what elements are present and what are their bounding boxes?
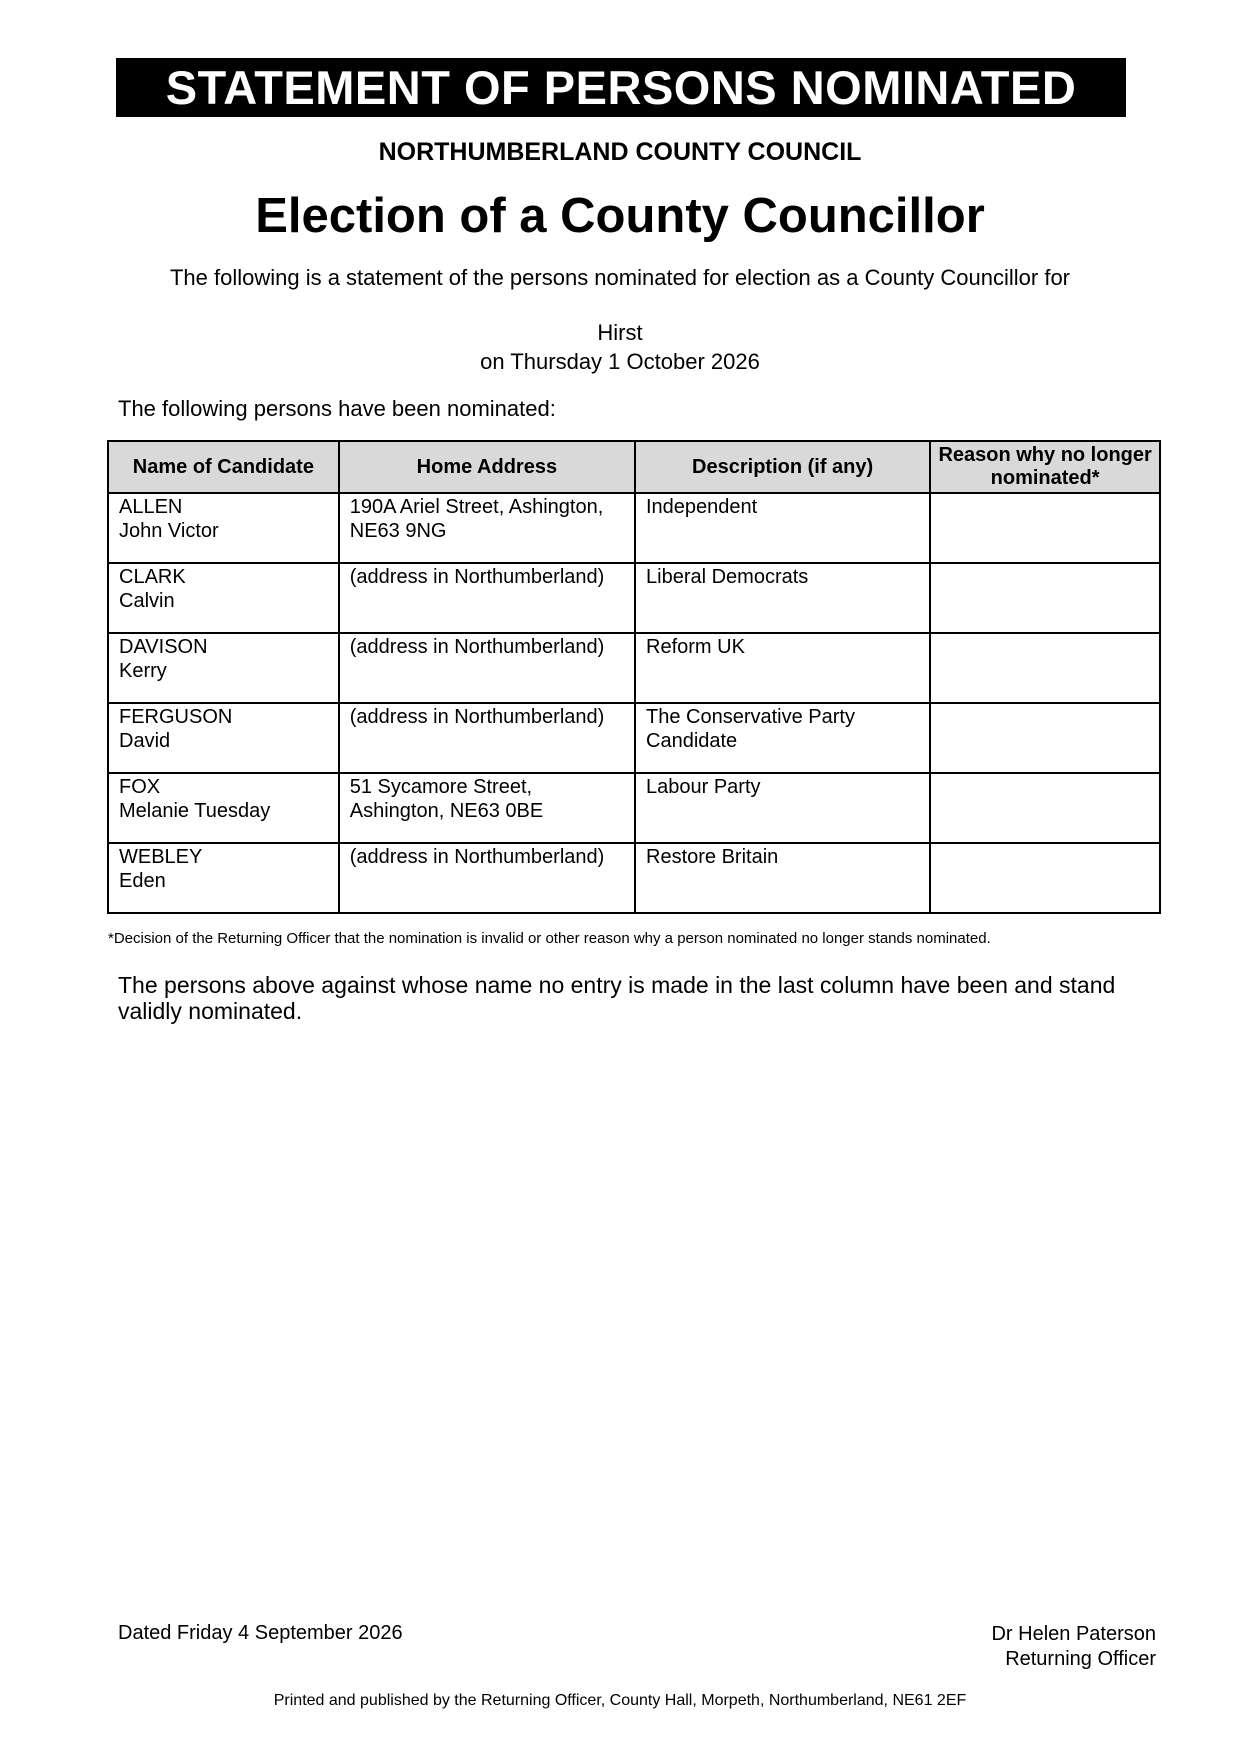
candidate-address-line: (address in Northumberland) (349, 846, 605, 868)
candidate-forenames: Calvin (119, 590, 175, 612)
table-row (108, 773, 1160, 843)
column-header-name: Name of Candidate (108, 441, 339, 493)
candidate-forenames: Eden (119, 870, 166, 892)
candidate-address-line: (address in Northumberland) (349, 566, 605, 588)
candidate-description-cell (635, 633, 930, 703)
column-header-description: Description (if any) (635, 441, 930, 493)
candidate-address-line: (address in Northumberland) (349, 706, 605, 728)
candidate-description-line: Labour Party (646, 776, 761, 798)
candidate-address-line: Ashington, NE63 0BE (349, 800, 544, 822)
table-row (108, 563, 1160, 633)
candidate-surname: ALLEN (119, 496, 183, 518)
candidate-forenames: Kerry (119, 660, 167, 682)
candidate-name-cell (108, 633, 339, 703)
candidate-description-line: Liberal Democrats (646, 566, 809, 588)
candidate-address-cell (339, 773, 635, 843)
candidate-surname: FOX (119, 776, 161, 798)
candidate-address-line: (address in Northumberland) (349, 636, 605, 658)
footnote: *Decision of the Returning Officer that the nomination is invalid or other reason why a person nominated no longer stands nominated. (108, 930, 991, 947)
table-header-row (108, 441, 1160, 493)
candidate-name-cell (108, 703, 339, 773)
valid-nomination-statement: The persons above against whose name no entry is made in the last column have been and stand validly nominated. (118, 972, 1116, 1024)
column-header-address: Home Address (339, 441, 635, 493)
candidate-surname: DAVISON (119, 636, 208, 658)
officer-name: Dr Helen Paterson (991, 1623, 1156, 1645)
candidate-address-cell (339, 493, 635, 563)
ward-name: Hirst (597, 320, 643, 345)
candidate-reason-cell (930, 493, 1160, 563)
table-row (108, 843, 1160, 913)
candidate-description-line: Restore Britain (646, 846, 779, 868)
candidate-name-cell (108, 843, 339, 913)
candidate-address-cell (339, 843, 635, 913)
candidate-reason-cell (930, 773, 1160, 843)
candidate-description-cell (635, 843, 930, 913)
notice-banner: STATEMENT OF PERSONS NOMINATED (116, 58, 1126, 117)
table-row (108, 493, 1160, 563)
returning-officer-block (991, 1622, 1156, 1672)
candidate-forenames: Melanie Tuesday (119, 800, 271, 822)
statement-intro: The following is a statement of the persons nominated for election as a County Councillor for (169, 265, 1071, 290)
candidate-reason-cell (930, 843, 1160, 913)
candidate-address-cell (339, 633, 635, 703)
candidate-description-cell (635, 493, 930, 563)
table-row (108, 633, 1160, 703)
candidate-surname: FERGUSON (119, 706, 233, 728)
candidate-surname: WEBLEY (119, 846, 203, 868)
candidate-description-line: Reform UK (646, 636, 745, 658)
candidate-address-line: 190A Ariel Street, Ashington, (349, 496, 604, 518)
candidates-table (107, 440, 1161, 914)
candidate-description-cell (635, 773, 930, 843)
candidate-name-cell (108, 493, 339, 563)
candidate-forenames: David (119, 730, 171, 752)
candidate-reason-cell (930, 633, 1160, 703)
candidate-name-cell (108, 563, 339, 633)
council-name: NORTHUMBERLAND COUNTY COUNCIL (378, 138, 862, 166)
officer-title: Returning Officer (1005, 1648, 1156, 1670)
candidate-description-line: Independent (646, 496, 758, 518)
imprint: Printed and published by the Returning Officer, County Hall, Morpeth, Northumberland, NE61 2EF (273, 1692, 967, 1709)
candidate-forenames: John Victor (119, 520, 219, 542)
column-header-reason: Reason why no longer nominated* (930, 441, 1160, 493)
candidate-address-line: 51 Sycamore Street, (349, 776, 533, 798)
table-row (108, 703, 1160, 773)
candidate-name-cell (108, 773, 339, 843)
candidate-reason-cell (930, 703, 1160, 773)
dated-line: Dated Friday 4 September 2026 (118, 1622, 403, 1644)
candidate-address-line: NE63 9NG (349, 520, 447, 542)
candidate-surname: CLARK (119, 566, 186, 588)
candidate-description-cell (635, 703, 930, 773)
candidate-description-cell (635, 563, 930, 633)
candidate-address-cell (339, 703, 635, 773)
candidate-address-cell (339, 563, 635, 633)
nominated-intro: The following persons have been nominated: (118, 396, 556, 421)
candidate-description-line: Candidate (646, 730, 738, 752)
candidate-reason-cell (930, 563, 1160, 633)
poll-date: on Thursday 1 October 2026 (480, 349, 760, 374)
candidate-description-line: The Conservative Party (646, 706, 855, 728)
election-title: Election of a County Councillor (255, 189, 985, 243)
